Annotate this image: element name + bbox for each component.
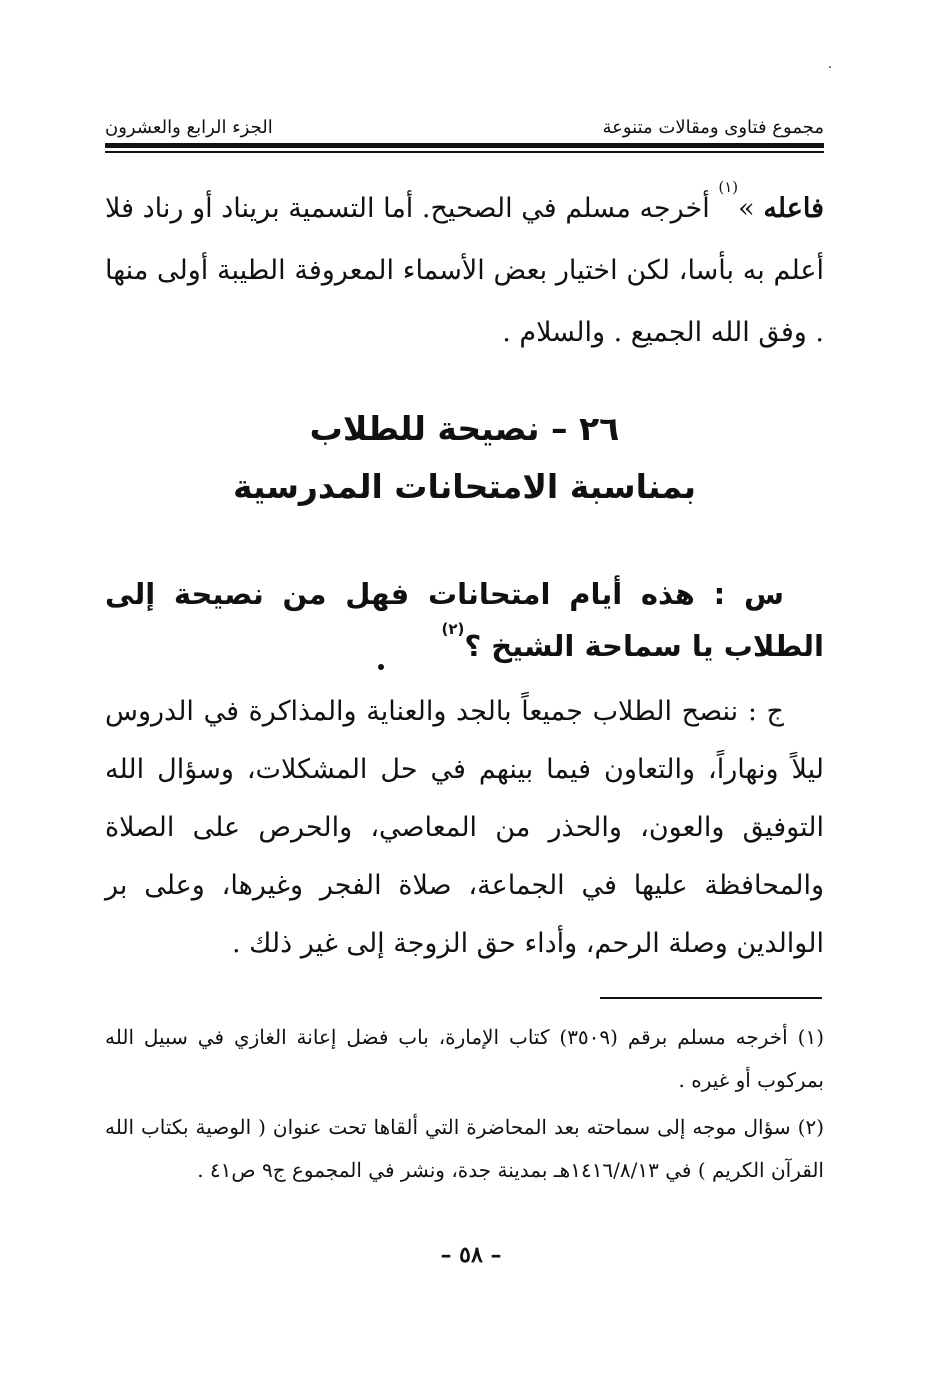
dot-ornament	[378, 664, 384, 670]
question-text: س : هذه أيام امتحانات فهل من نصيحة إلى الطلاب يا سماحة الشيخ ؟	[105, 577, 824, 663]
answer-paragraph	[105, 683, 824, 973]
section-title-line1: ٢٦ – نصيحة للطلاب	[309, 409, 620, 448]
intro-footnote-ref[interactable]: (١)	[718, 178, 739, 196]
page-number: – ٥٨ –	[440, 1242, 502, 1268]
footnote-text: أخرجه مسلم برقم (٣٥٠٩) كتاب الإمارة، باب فضل إعانة الغازي في سبيل الله بمركوب أو غيره .	[105, 1025, 824, 1092]
footnotes	[105, 1016, 824, 1196]
footnote-separator	[600, 997, 822, 999]
header-rule-thick	[105, 143, 824, 148]
footnote-marker: (٢)	[797, 1115, 825, 1139]
answer-text: ج : ننصح الطلاب جميعاً بالجد والعناية والمذاكرة في الدروس ليلاً ونهاراً، والتعاون فيما بينهم في حل المشكلات، وسؤال الله التوفيق والعون، والحذر من المعاصي، والحرص على الصلاة والمحافظة عليها في الجماعة، صلاة الفجر وغيرها، وعلى بر الوالدين وصلة الرحم، وأداء حق الزوجة إلى غير ذلك .	[105, 696, 824, 959]
header-volume: الجزء الرابع والعشرون	[105, 117, 273, 138]
running-header	[105, 104, 824, 138]
header-rule-thin	[105, 151, 824, 153]
scan-speck	[829, 66, 831, 68]
footnote-marker: (١)	[797, 1025, 824, 1049]
header-book-title: مجموع فتاوى ومقالات متنوعة	[602, 117, 824, 138]
question-paragraph	[105, 568, 824, 672]
section-title-line2: بمناسبة الامتحانات المدرسية	[232, 467, 696, 506]
intro-text: أخرجه مسلم في الصحيح. أما التسمية بريناد أو رناد فلا أعلم به بأسا، لكن اختيار بعض الأسماء المعروفة الطيبة أولى منها . وفق الله الجميع . والسلام .	[105, 193, 824, 348]
intro-lead-word: فاعله	[763, 193, 824, 224]
intro-quote-mark: »	[738, 193, 755, 224]
intro-paragraph	[105, 178, 824, 364]
footnote-1	[105, 1016, 824, 1102]
section-title	[105, 400, 824, 516]
footnote-text: سؤال موجه إلى سماحته بعد المحاضرة التي ألقاها تحت عنوان ( الوصية بكتاب الله القرآن الكريم ) في ١٤١٦/٨/١٣هـ بمدينة جدة، ونشر في المجموع ج٩ ص٤١ .	[105, 1115, 824, 1182]
footnote-2	[105, 1106, 824, 1192]
question-footnote-ref[interactable]: (٢)	[441, 620, 465, 638]
